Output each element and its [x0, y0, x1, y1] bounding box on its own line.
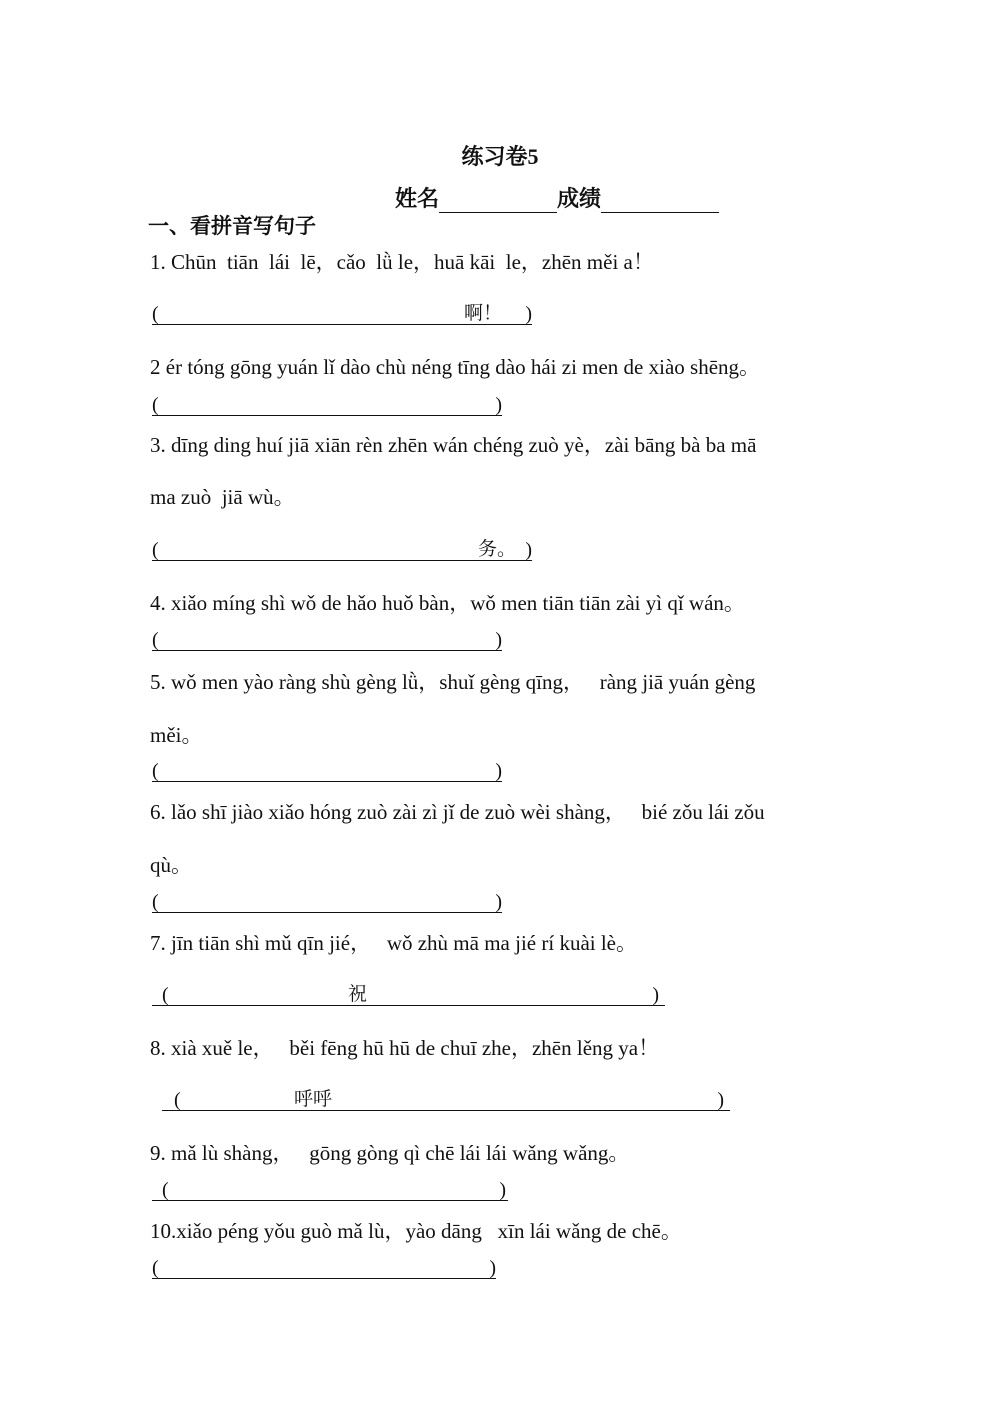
question-number: 2 [150, 355, 161, 379]
question-number: 10. [150, 1219, 177, 1243]
pinyin-line: wǒ men yào ràng shù gèng lǜ，shuǐ gèng qīng， ràng jiā yuán gèng [171, 670, 756, 694]
pinyin-line: xiǎo míng shì wǒ de hǎo huǒ bàn，wǒ men tiān tiān zài yì qǐ wán。 [171, 591, 745, 615]
question-10-pinyin [150, 1217, 682, 1245]
page-title [0, 140, 1000, 171]
question-number: 5. [150, 670, 166, 694]
question-6-pinyin [150, 798, 765, 826]
question-number: 9. [150, 1141, 166, 1165]
open-paren: ( [174, 1089, 181, 1111]
close-paren: ) [489, 1257, 496, 1279]
answer-line-3[interactable] [152, 536, 532, 561]
answer-hint: 务。 [478, 538, 517, 560]
close-paren: ) [652, 984, 659, 1006]
open-paren: ( [152, 539, 159, 561]
name-label: 姓名 [395, 187, 440, 212]
close-paren: ) [525, 539, 532, 561]
open-paren: ( [152, 891, 159, 913]
answer-line-8[interactable] [162, 1086, 730, 1111]
question-3-pinyin [150, 431, 756, 459]
question-7-pinyin [150, 929, 637, 957]
answer-line-4[interactable] [152, 626, 502, 651]
question-number: 4. [150, 591, 166, 615]
name-field[interactable] [439, 190, 557, 213]
close-paren: ) [495, 760, 502, 782]
answer-line-10[interactable] [152, 1254, 496, 1279]
pinyin-line: xiǎo péng yǒu guò mǎ lù，yào dāng xīn lái wǎng de chē。 [176, 1219, 682, 1243]
question-1-pinyin [150, 248, 654, 276]
question-9-pinyin [150, 1139, 629, 1167]
answer-line-2[interactable] [152, 391, 502, 416]
question-number: 8. [150, 1036, 166, 1060]
pinyin-line: qù。 [150, 853, 192, 877]
close-paren: ) [495, 394, 502, 416]
open-paren: ( [162, 984, 169, 1006]
question-5-pinyin-cont [150, 721, 203, 749]
answer-line-7[interactable] [152, 981, 665, 1006]
open-paren: ( [152, 394, 159, 416]
open-paren: ( [152, 303, 159, 325]
answer-hint: 呼呼 [294, 1088, 333, 1110]
pinyin-line: ér tóng gōng yuán lǐ dào chù néng tīng dào hái zi men de xiào shēng。 [165, 355, 761, 379]
section-heading: 一、看拼音写句子 [148, 214, 316, 238]
open-paren: ( [152, 1257, 159, 1279]
close-paren: ) [525, 303, 532, 325]
title-number: 5 [527, 144, 539, 169]
question-number: 6. [150, 800, 166, 824]
close-paren: ) [495, 891, 502, 913]
pinyin-line: mǎ lù shàng， gōng gòng qì chē lái lái wǎng wǎng。 [171, 1141, 630, 1165]
pinyin-line: Chūn tiān lái lē，cǎo lǜ le，huā kāi le，zhēn měi a！ [171, 250, 654, 274]
question-number: 1. [150, 250, 166, 274]
pinyin-line: xià xuě le， běi fēng hū hū de chuī zhe，zhēn lěng ya！ [171, 1036, 660, 1060]
pinyin-line: měi。 [150, 723, 203, 747]
close-paren: ) [717, 1089, 724, 1111]
score-label: 成绩 [557, 187, 602, 212]
question-8-pinyin [150, 1034, 659, 1062]
question-3-pinyin-cont [150, 483, 295, 511]
question-number: 3. [150, 433, 166, 457]
pinyin-line: ma zuò jiā wù。 [150, 485, 295, 509]
pinyin-line: jīn tiān shì mǔ qīn jié， wǒ zhù mā ma jié rí kuài lè。 [171, 931, 637, 955]
score-field[interactable] [601, 190, 719, 213]
answer-line-6[interactable] [152, 888, 502, 913]
question-number: 7. [150, 931, 166, 955]
open-paren: ( [152, 760, 159, 782]
close-paren: ) [499, 1179, 506, 1201]
answer-hint: 啊！ [464, 302, 503, 324]
close-paren: ) [495, 629, 502, 651]
name-score-bar [395, 182, 719, 213]
answer-line-1[interactable] [152, 300, 532, 325]
question-4-pinyin [150, 589, 745, 617]
question-2-pinyin [150, 353, 760, 381]
answer-line-9[interactable] [152, 1176, 508, 1201]
answer-hint: 祝 [348, 983, 368, 1005]
answer-line-5[interactable] [152, 757, 502, 782]
open-paren: ( [162, 1179, 169, 1201]
pinyin-line: dīng ding huí jiā xiān rèn zhēn wán chéng zuò yè，zài bāng bà ba mā [171, 433, 757, 457]
question-5-pinyin [150, 668, 755, 696]
open-paren: ( [152, 629, 159, 651]
pinyin-line: lǎo shī jiào xiǎo hóng zuò zài zì jǐ de zuò wèi shàng， bié zǒu lái zǒu [171, 800, 765, 824]
question-6-pinyin-cont [150, 851, 192, 879]
title-text: 练习卷 [461, 145, 528, 170]
